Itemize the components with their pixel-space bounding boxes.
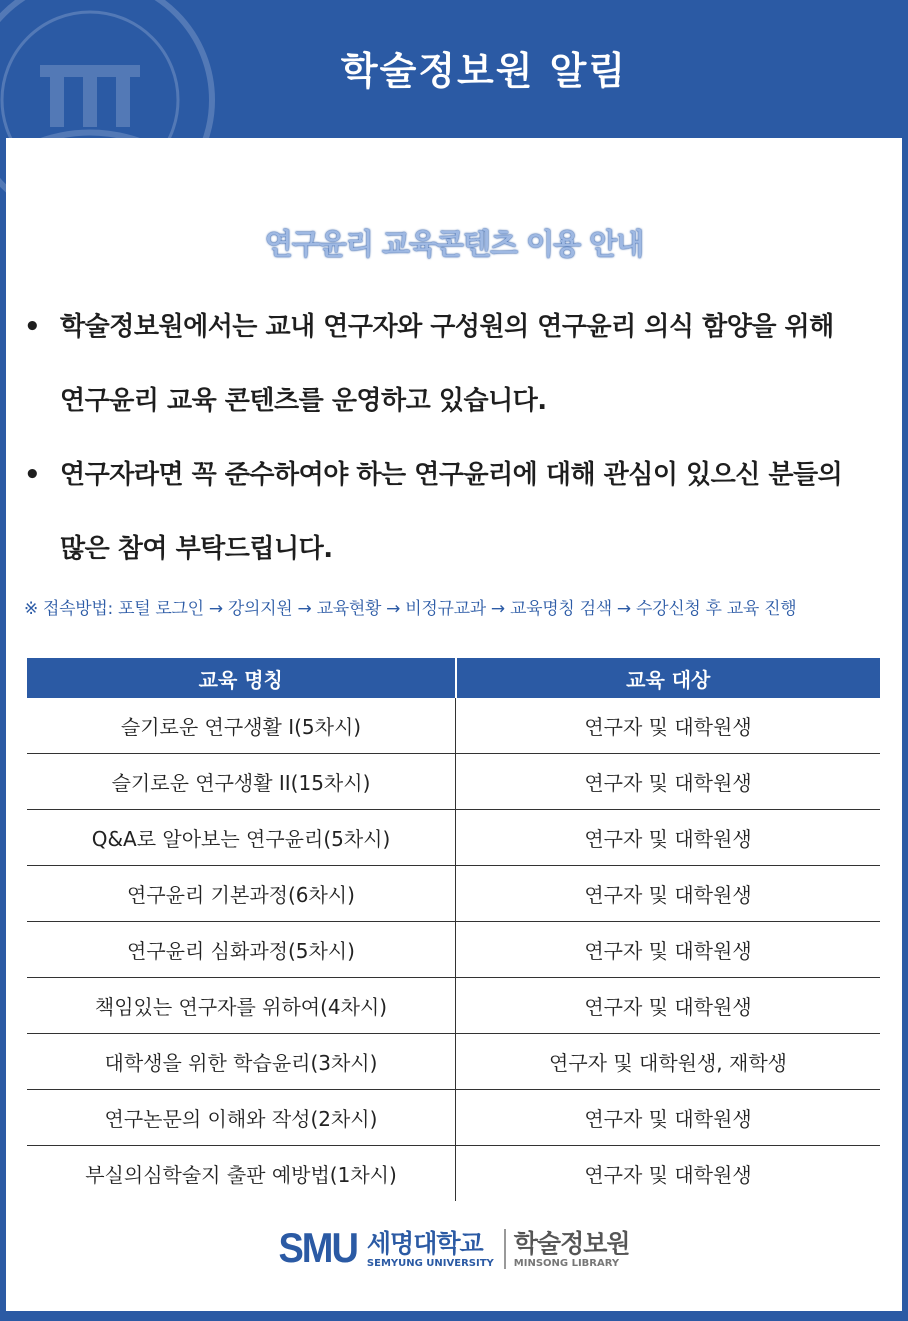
table-row xyxy=(27,1146,880,1202)
table-header-row xyxy=(27,658,880,698)
course-target: 연구자 및 대학원생 xyxy=(456,1090,881,1146)
smu-logo-mark: SMU xyxy=(278,1225,357,1272)
course-name: 대학생을 위한 학습윤리(3차시) xyxy=(27,1034,456,1090)
table-row xyxy=(27,1034,880,1090)
university-name-ko: 세명대학교 xyxy=(366,1228,483,1258)
university-wordmark xyxy=(367,1230,494,1269)
library-name-en: MINSONG LIBRARY xyxy=(513,1257,620,1269)
course-target: 연구자 및 대학원생 xyxy=(456,922,881,978)
table-row xyxy=(27,810,880,866)
table-row xyxy=(27,978,880,1034)
notice-subtitle: 연구윤리 교육콘텐츠 이용 안내 xyxy=(264,227,644,261)
course-target: 연구자 및 대학원생 xyxy=(584,1163,752,1187)
course-name: Q&A로 알아보는 연구윤리(5차시) xyxy=(27,810,456,866)
course-name: 책임있는 연구자를 위하여(4차시) xyxy=(27,978,456,1034)
bullet-item xyxy=(16,290,892,438)
table-row xyxy=(27,922,880,978)
table-row xyxy=(27,698,880,754)
bullet-line: 연구자라면 꼭 준수하여야 하는 연구윤리에 대해 관심이 있으신 분들의 xyxy=(60,460,843,490)
course-name: 연구윤리 기본과정(6차시) xyxy=(27,866,456,922)
course-name: 슬기로운 연구생활 I(5차시) xyxy=(27,698,456,754)
library-wordmark xyxy=(514,1230,630,1269)
table-row xyxy=(27,866,880,922)
course-target: 연구자 및 대학원생 xyxy=(456,978,881,1034)
column-header-target: 교육 대상 xyxy=(456,658,881,698)
bullet-line: 학술정보원에서는 교내 연구자와 구성원의 연구윤리 의식 함양을 위해 xyxy=(60,312,834,342)
course-target: 연구자 및 대학원생 xyxy=(456,866,881,922)
course-name: 연구논문의 이해와 작성(2차시) xyxy=(27,1090,456,1146)
course-name: 부실의심학술지 출판 예방법(1차시) xyxy=(27,1146,456,1202)
bullet-line: 많은 참여 부탁드립니다. xyxy=(60,534,333,564)
table-row xyxy=(27,754,880,810)
table-row xyxy=(27,1090,880,1146)
library-name-ko: 학술정보원 xyxy=(513,1228,630,1258)
university-name-en: SEMYUNG UNIVERSITY xyxy=(366,1257,494,1269)
logo-divider xyxy=(504,1229,506,1269)
bullet-item xyxy=(16,438,892,586)
notice-bullets xyxy=(16,290,892,586)
footer-logo xyxy=(6,1224,902,1274)
bullet-dot-icon: • xyxy=(24,312,41,342)
bullet-dot-icon: • xyxy=(24,460,41,490)
notice-panel xyxy=(6,138,902,1311)
course-target: 연구자 및 대학원생 xyxy=(456,810,881,866)
course-target: 연구자 및 대학원생 xyxy=(456,754,881,810)
course-table xyxy=(27,658,880,1201)
course-name: 슬기로운 연구생활 II(15차시) xyxy=(27,754,456,810)
course-target: 연구자 및 대학원생 xyxy=(456,698,881,754)
bullet-line: 연구윤리 교육 콘텐츠를 운영하고 있습니다. xyxy=(60,386,547,416)
course-name: 연구윤리 심화과정(5차시) xyxy=(27,922,456,978)
course-target: 연구자 및 대학원생, 재학생 xyxy=(456,1034,881,1090)
access-instructions: ※ 접속방법: 포털 로그인 → 강의지원 → 교육현황 → 비정규교과 → 교육명칭 검색 → 수강신청 후 교육 진행 xyxy=(24,599,797,619)
page-title: 학술정보원 알림 xyxy=(340,49,628,93)
column-header-course-name: 교육 명칭 xyxy=(27,658,456,698)
